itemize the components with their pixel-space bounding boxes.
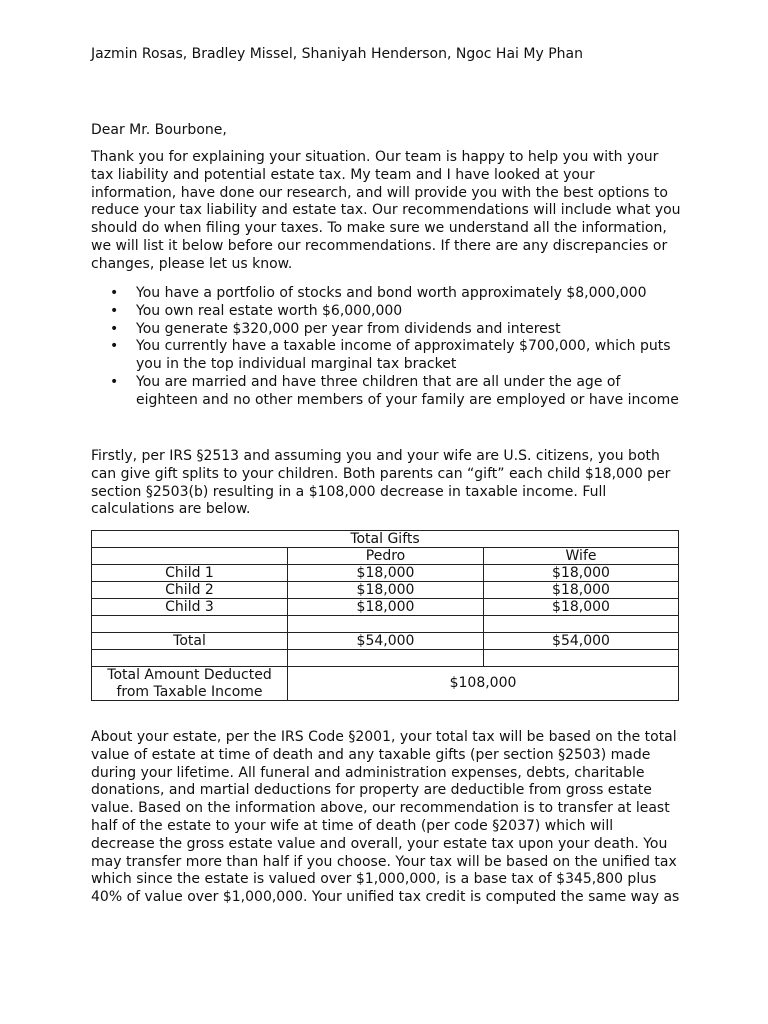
table-cell: $18,000 — [288, 565, 484, 582]
total-wife: $54,000 — [484, 633, 679, 650]
table-cell — [288, 650, 484, 667]
table-row — [92, 650, 679, 667]
author-line: Jazmin Rosas, Bradley Missel, Shaniyah Henderson, Ngoc Hai My Phan — [91, 46, 583, 62]
row-label: Child 2 — [92, 582, 288, 599]
deducted-value: $108,000 — [288, 667, 679, 701]
table-row — [92, 548, 679, 565]
client-facts-list — [91, 285, 681, 410]
list-item — [91, 285, 681, 303]
table-cell — [484, 616, 679, 633]
list-item — [91, 303, 681, 321]
deducted-label: Total Amount Deducted from Taxable Income — [92, 667, 288, 701]
bullet-icon: • — [110, 320, 119, 337]
table-title: Total Gifts — [92, 531, 679, 548]
total-label: Total — [92, 633, 288, 650]
table-cell — [92, 650, 288, 667]
table-row — [92, 633, 679, 650]
table-cell — [484, 650, 679, 667]
list-item — [91, 321, 681, 339]
table-cell: $18,000 — [288, 599, 484, 616]
table-row — [92, 582, 679, 599]
table-cell — [92, 616, 288, 633]
intro-paragraph: Thank you for explaining your situation. Our team is happy to help you with your tax liability and potential estate tax. My team and I have looked at your information, have done our research, and will provide you with the best options to reduce your tax liability and estate tax. Our recommendations will include what you should do when filing your taxes. To make sure we understand all the information, we will list it below before our recommendations. If there are any discrepancies or changes, please let us know. — [91, 149, 681, 272]
bullet-icon: • — [110, 373, 119, 390]
table-row — [92, 599, 679, 616]
list-item-text: You currently have a taxable income of approximately $700,000, which puts you in the top individual marginal tax bracket — [136, 338, 671, 373]
bullet-icon: • — [110, 285, 119, 301]
table-row — [92, 565, 679, 582]
estate-paragraph: About your estate, per the IRS Code §2001, your total tax will be based on the total value of estate at time of death and any taxable gifts (per section §2503) made during your lifetime. All funeral and administration expenses, debts, charitable donations, and martial deductions for property are deductible from gross estate value. Based on the information above, our recommendation is to transfer at least half of the estate to your wife at time of death (per code §2037) which will decrease the gross estate value and overall, your estate tax upon your death. You may transfer more than half if you choose. Your tax will be based on the unified tax which since the estate is valued over $1,000,000, is a base tax of $345,800 plus 40% of value over $1,000,000. Your unified tax credit is computed the same way as — [91, 729, 680, 906]
bullet-icon: • — [110, 338, 119, 355]
list-item-text: You own real estate worth $6,000,000 — [136, 302, 403, 319]
row-label: Child 3 — [92, 599, 288, 616]
list-item-text: You generate $320,000 per year from dividends and interest — [136, 320, 561, 337]
table-cell: $18,000 — [288, 582, 484, 599]
table-row — [92, 616, 679, 633]
total-pedro: $54,000 — [288, 633, 484, 650]
bullet-icon: • — [110, 302, 119, 319]
column-header-pedro: Pedro — [288, 548, 484, 565]
table-cell — [288, 616, 484, 633]
column-header-wife: Wife — [484, 548, 679, 565]
table-cell — [92, 548, 288, 565]
table-row — [92, 531, 679, 548]
total-gifts-table — [91, 530, 679, 701]
table-row — [92, 667, 679, 701]
table-cell: $18,000 — [484, 599, 679, 616]
list-item-text: You have a portfolio of stocks and bond worth approximately $8,000,000 — [136, 285, 647, 301]
gift-split-paragraph: Firstly, per IRS §2513 and assuming you and your wife are U.S. citizens, you both can give gift splits to your children. Both parents can “gift” each child $18,000 per section §2503(b) resulting in a $108,000 decrease in taxable income. Full calculations are below. — [91, 448, 671, 518]
list-item — [91, 338, 681, 374]
table-cell: $18,000 — [484, 565, 679, 582]
list-item — [91, 374, 681, 410]
salutation: Dear Mr. Bourbone, — [91, 122, 227, 138]
list-item-text: You are married and have three children that are all under the age of eighteen and no other members of your family are employed or have income — [136, 373, 679, 408]
table-cell: $18,000 — [484, 582, 679, 599]
row-label: Child 1 — [92, 565, 288, 582]
